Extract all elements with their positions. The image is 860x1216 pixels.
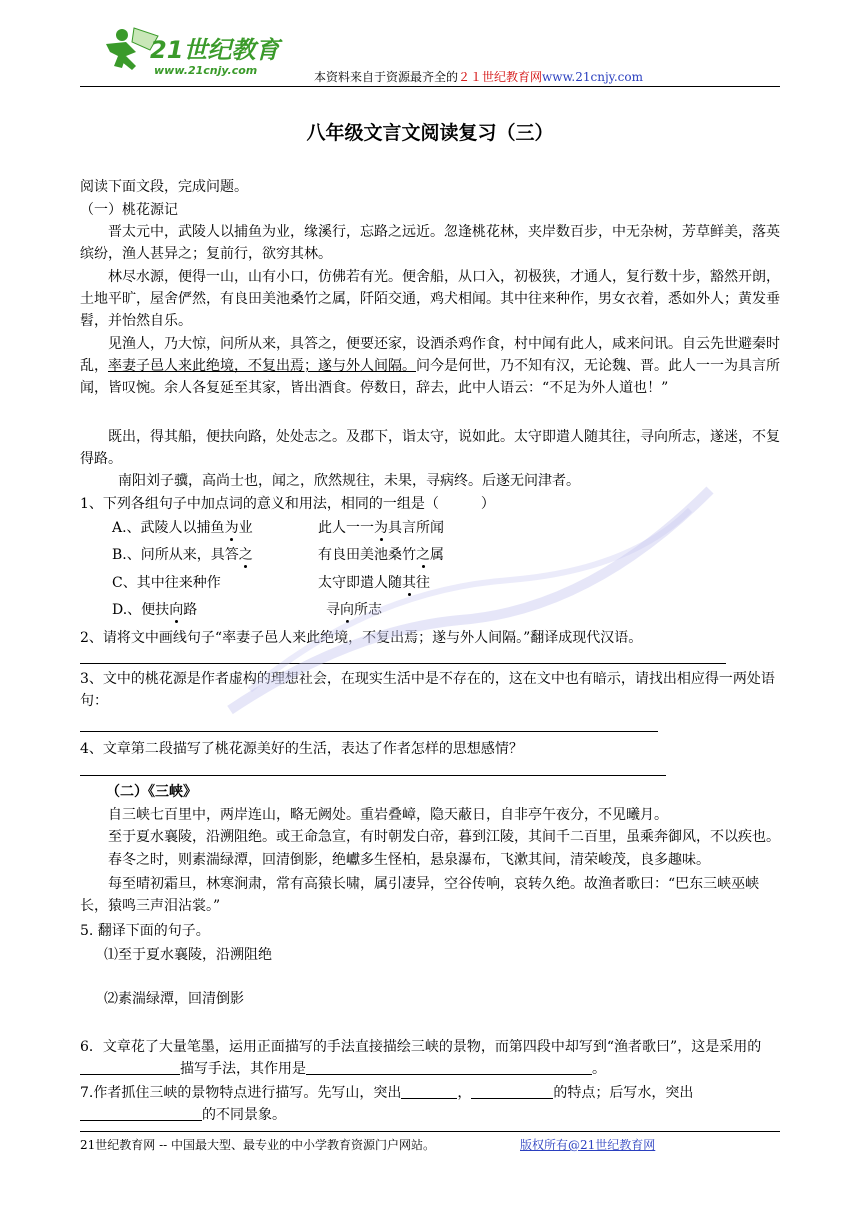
answer-line-4[interactable] — [80, 775, 666, 776]
logo-url: www.21cnjy.com — [154, 64, 258, 77]
section2-heading: （二）《三峡》 — [106, 784, 197, 800]
option-b-right: 有良田美池桑竹之属 — [318, 547, 444, 563]
question-1: 1、下列各组句子中加点词的意义和用法，相同的一组是（ ） — [80, 496, 495, 512]
header-url[interactable]: www.21cnjy.com — [542, 70, 643, 84]
footer-copyright-link[interactable]: 版权所有@21世纪教育网 — [520, 1138, 656, 1152]
section1-heading: （一）桃花源记 — [80, 202, 178, 218]
question-7: 7.作者抓住三峡的景物特点进行描写。先写山，突出 ， 的特点；后写水，突出的不同景象。 — [80, 1085, 694, 1123]
answer-line-3[interactable] — [80, 731, 658, 732]
blank-7b[interactable] — [471, 1084, 553, 1099]
section1-paragraph-1: 晋太元中，武陵人以捕鱼为业，缘溪行，忘路之远近。忽逢桃花林，夹岸数百步，中无杂树，芳草鲜美，落英缤纷，渔人甚异之；复前行，欲穷其林。 — [80, 224, 780, 262]
option-b-left: B.、问所从来，具答之 — [112, 547, 253, 563]
section2-paragraph-1: 自三峡七百里中，两岸连山，略无阙处。重岩叠嶂，隐天蔽日，自非亭午夜分，不见曦月。 — [108, 807, 668, 823]
logo-text: 21世纪教育 — [150, 36, 280, 64]
header-divider — [80, 86, 780, 87]
question-6: 6．文章花了大量笔墨，运用正面描写的手法直接描绘三峡的景物，而第四段中却写到“渔者歌曰”，这是采用的描写手法，其作用是 。 — [80, 1039, 762, 1077]
option-c-left: C、其中往来种作 — [112, 575, 221, 591]
option-c-right: 太守即遣人随其往 — [318, 575, 430, 591]
question-5-sentence-1: ⑴至于夏水襄陵，沿溯阻绝 — [104, 947, 272, 963]
blank-7c[interactable] — [80, 1106, 202, 1121]
answer-line-2[interactable] — [80, 663, 726, 664]
option-a-right: 此人一一为具言所闻 — [318, 520, 444, 536]
section1-paragraph-4: 既出，得其船，便扶向路，处处志之。及郡下，诣太守，说如此。太守即遣人随其往，寻向所志，遂迷，不复得路。 — [80, 429, 780, 467]
question-2: 2、请将文中画线句子“率妻子邑人来此绝境，不复出焉；遂与外人间隔。”翻译成现代汉语。 — [80, 630, 643, 646]
footer-divider — [80, 1131, 780, 1132]
section2-paragraph-4: 每至晴初霜旦，林寒涧肃，常有高猿长啸，属引凄异，空谷传响，哀转久绝。故渔者歌曰：“巴东三峡巫峡长，猿鸣三声泪沾裳。” — [80, 876, 760, 914]
section1-paragraph-2: 林尽水源，便得一山，山有小口，仿佛若有光。便舍船，从口入，初极狭，才通人，复行数十步，豁然开朗，土地平旷，屋舍俨然，有良田美池桑竹之属，阡陌交通，鸡犬相闻。其中往来种作，男女衣着，悉如外人；黄发垂髫，并怡然自乐。 — [80, 269, 780, 329]
section2-paragraph-3: 春冬之时，则素湍绿潭，回清倒影，绝巘多生怪柏，悬泉瀑布，飞漱其间，清荣峻茂，良多趣味。 — [108, 852, 710, 868]
footer-left-text: 21世纪教育网 -- 中国最大型、最专业的中小学教育资源门户网站。 — [80, 1138, 436, 1152]
footer — [80, 1136, 780, 1153]
question-5: 5. 翻译下面的句子。 — [80, 923, 210, 939]
site-logo — [92, 22, 292, 82]
question-4: 4、文章第二段描写了桃花源美好的生活，表达了作者怎样的思想感情？ — [80, 741, 523, 757]
option-d-right: 寻向所志 — [326, 602, 382, 618]
page-title: 八年级文言文阅读复习（三） — [306, 122, 554, 144]
section1-paragraph-3: 见渔人，乃大惊，问所从来，具答之，便要还家，设酒杀鸡作食，村中闻有此人，咸来问讯。自云先世避秦时乱，率妻子邑人来此绝境，不复出焉；遂与外人间隔。问今是何世，乃不知有汉，无论魏、晋。此人一一为具言所闻，皆叹惋。余人各复延至其家，皆出酒食。停数日，辞去，此中人语云：“不足为外人道也！” — [80, 336, 780, 396]
blank-6b[interactable] — [306, 1060, 592, 1075]
question-5-sentence-2: ⑵素湍绿潭，回清倒影 — [104, 991, 244, 1007]
section1-paragraph-5: 南阳刘子骥，高尚士也，闻之，欣然规往，未果，寻病终。后遂无问津者。 — [118, 473, 580, 489]
section2-paragraph-2: 至于夏水襄陵，沿溯阻绝。或王命急宣，有时朝发白帝，暮到江陵，其间千二百里，虽乘奔御风，不以疾也。 — [108, 829, 780, 845]
intro-text: 阅读下面文段，完成问题。 — [80, 179, 248, 195]
blank-6a[interactable] — [80, 1060, 180, 1075]
option-a-left: A.、武陵人以捕鱼为业 — [112, 520, 253, 536]
question-3: 3、文中的桃花源是作者虚构的理想社会，在现实生活中是不存在的，这在文中也有暗示，请找出相应得一两处语句： — [80, 671, 775, 709]
blank-7a[interactable] — [401, 1084, 457, 1099]
underlined-sentence: 率妻子邑人来此绝境，不复出焉；遂与外人间隔。 — [108, 358, 416, 374]
header-site-name: ２１世纪教育网 — [458, 70, 543, 84]
header-note: 本资料来自于资源最齐全的２１世纪教育网www.21cnjy.com — [314, 70, 643, 84]
option-d-left: D.、便扶向路 — [112, 602, 198, 618]
